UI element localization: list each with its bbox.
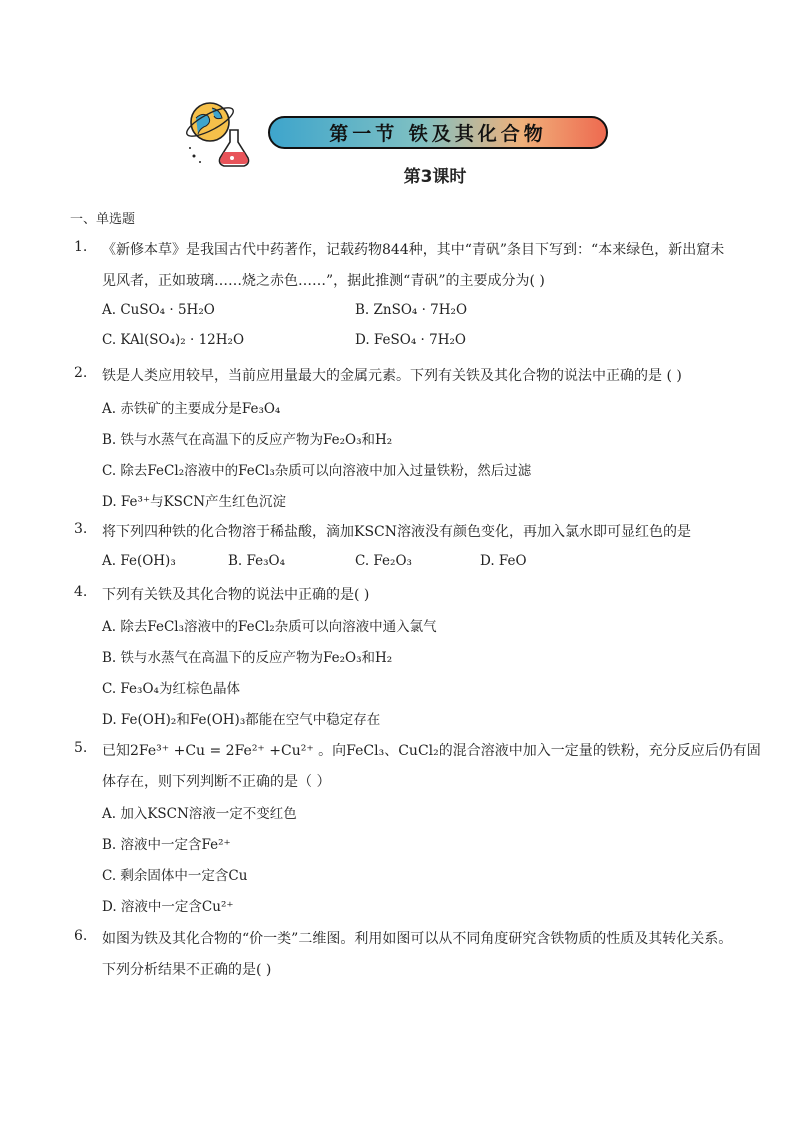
option-c: C. KAl(SO₄)₂ · 12H₂O	[102, 332, 245, 348]
option-b: B. Fe₃O₄	[228, 553, 286, 569]
option-a: A. 除去FeCl₃溶液中的FeCl₂杂质可以向溶液中通入氯气	[102, 619, 437, 635]
option-c: C. Fe₃O₄为红棕色晶体	[102, 681, 240, 697]
option-a: A. 加入KSCN溶液一定不变红色	[102, 806, 297, 822]
question-text: 下列分析结果不正确的是( )	[102, 962, 272, 978]
question-text: 已知2Fe³⁺ +Cu = 2Fe²⁺ +Cu²⁺ 。向FeCl₃、CuCl₂的混合溶液中加入一定量的铁粉，充分反应后仍有固	[102, 743, 761, 759]
option-c: C. 除去FeCl₂溶液中的FeCl₃杂质可以向溶液中加入过量铁粉，然后过滤	[102, 463, 532, 479]
section-heading: 一、单选题	[70, 212, 136, 227]
question-text: 铁是人类应用较早，当前应用量最大的金属元素。下列有关铁及其化合物的说法中正确的是 ( )	[102, 368, 682, 384]
option-c: C. 剩余固体中一定含Cu	[102, 868, 248, 884]
option-d: D. Fe(OH)₂和Fe(OH)₃都能在空气中稳定存在	[102, 712, 381, 728]
option-a: A. CuSO₄ · 5H₂O	[102, 302, 215, 318]
option-b: B. ZnSO₄ · 7H₂O	[355, 302, 468, 318]
option-b: B. 溶液中一定含Fe²⁺	[102, 837, 231, 853]
page-title: 第一节 铁及其化合物	[329, 123, 547, 145]
option-b: B. 铁与水蒸气在高温下的反应产物为Fe₂O₃和H₂	[102, 650, 393, 666]
question-text: 如图为铁及其化合物的“价一类”二维图。利用如图可以从不同角度研究含铁物质的性质及其转化关系。	[102, 931, 733, 947]
question-text: 下列有关铁及其化合物的说法中正确的是( )	[102, 587, 370, 603]
option-d: D. FeSO₄ · 7H₂O	[355, 332, 466, 348]
option-c: C. Fe₂O₃	[355, 553, 412, 569]
question-number: 4.	[74, 584, 88, 600]
question-number: 2.	[74, 365, 88, 381]
question-number: 3.	[74, 521, 88, 537]
question-text: 见风者，正如玻璃……烧之赤色……”，据此推测“青矾”的主要成分为( )	[102, 273, 545, 289]
option-a: A. 赤铁矿的主要成分是Fe₃O₄	[102, 401, 281, 417]
option-d: D. FeO	[480, 553, 527, 569]
question-text: 《新修本草》是我国古代中药著作，记载药物844种，其中“青矾”条目下写到：“本来绿色，新出窟未	[102, 242, 725, 258]
page-subtitle: 第3课时	[403, 167, 467, 187]
option-a: A. Fe(OH)₃	[102, 553, 176, 569]
question-text: 体存在，则下列判断不正确的是（ ）	[102, 774, 331, 790]
question-text: 将下列四种铁的化合物溶于稀盐酸，滴加KSCN溶液没有颜色变化，再加入氯水即可显红色的是	[102, 524, 692, 540]
title-banner	[268, 116, 608, 149]
question-number: 5.	[74, 740, 88, 756]
question-number: 6.	[74, 928, 88, 944]
option-b: B. 铁与水蒸气在高温下的反应产物为Fe₂O₃和H₂	[102, 432, 393, 448]
question-number: 1.	[74, 239, 88, 255]
chemistry-logo-icon	[186, 96, 258, 170]
option-d: D. 溶液中一定含Cu²⁺	[102, 899, 234, 915]
option-d: D. Fe³⁺与KSCN产生红色沉淀	[102, 494, 287, 510]
